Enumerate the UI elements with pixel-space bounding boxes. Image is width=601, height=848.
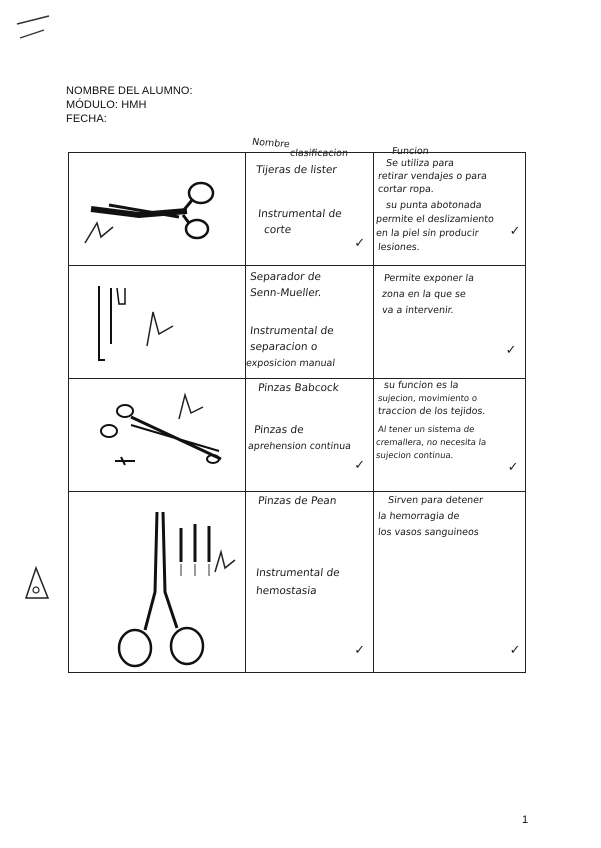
instrument-table <box>68 152 526 673</box>
function-line: cremallera, no necesita la <box>375 438 487 448</box>
function-cell <box>373 379 525 492</box>
function-line: Se utiliza para <box>385 158 455 169</box>
classification-line: Instrumental de <box>255 567 341 579</box>
module-label: MÓDULO: HMH <box>66 99 147 111</box>
function-line: Al tener un sistema de <box>377 425 475 435</box>
function-line: su funcion es la <box>383 380 459 391</box>
function-line: traccion de los tejidos. <box>377 406 486 417</box>
function-line: Permite exponer la <box>383 273 475 284</box>
checkmark-icon: ✓ <box>354 642 366 657</box>
babcock-forceps-icon <box>91 389 241 485</box>
image-cell <box>69 266 246 379</box>
classification-cell <box>246 492 373 673</box>
classification-line: exposicion manual <box>245 358 336 369</box>
function-cell <box>373 153 525 266</box>
function-line: sujecion, movimiento o <box>377 394 478 404</box>
function-line: los vasos sanguineos <box>377 527 480 538</box>
function-line: la hemorragia de <box>377 511 460 522</box>
instrument-name: Pinzas Babcock <box>257 382 340 394</box>
classification-line: aprehension continua <box>247 441 352 452</box>
checkmark-icon: ✓ <box>509 642 521 657</box>
image-cell <box>69 153 246 266</box>
page-number: 1 <box>522 814 529 826</box>
classification-line: Instrumental de <box>257 208 343 220</box>
function-cell <box>373 492 525 673</box>
classification-line: Pinzas de <box>253 424 305 436</box>
function-line: retirar vendajes o para <box>377 171 488 182</box>
function-line: permite el deslizamiento <box>375 214 495 225</box>
checkmark-icon: ✓ <box>509 223 521 238</box>
image-cell <box>69 379 246 492</box>
function-line: Sirven para detener <box>387 495 484 506</box>
table-row <box>69 153 526 266</box>
pean-forceps-icon <box>105 502 245 670</box>
instrument-name: Tijeras de lister <box>255 164 338 176</box>
function-line: lesiones. <box>377 242 421 253</box>
checkmark-icon: ✓ <box>505 342 517 357</box>
column-header-clasificacion: clasificacion <box>289 148 349 159</box>
function-cell <box>373 266 525 379</box>
classification-line: corte <box>263 224 292 236</box>
checkmark-icon: ✓ <box>354 457 366 472</box>
student-name-label: NOMBRE DEL ALUMNO: <box>66 85 193 97</box>
function-line: en la piel sin producir <box>375 228 479 239</box>
scratch-mark <box>14 14 54 44</box>
function-line: zona en la que se <box>381 289 467 300</box>
column-header-funcion: Funcion <box>391 146 430 157</box>
instrument-name: Pinzas de Pean <box>257 495 338 507</box>
function-line: sujecion continua. <box>375 451 454 461</box>
checkmark-icon: ✓ <box>507 459 519 474</box>
classification-line: Instrumental de <box>249 325 335 337</box>
checkmark-icon: ✓ <box>354 235 366 250</box>
table-row <box>69 492 526 673</box>
classification-line: hemostasia <box>255 585 318 597</box>
classification-cell <box>246 379 373 492</box>
function-line: cortar ropa. <box>377 184 435 195</box>
table-row <box>69 266 526 379</box>
function-line: va a intervenir. <box>381 305 454 316</box>
lister-scissors-icon <box>79 171 229 251</box>
date-label: FECHA: <box>66 113 107 125</box>
classification-line: separacion o <box>249 341 319 353</box>
instrument-name: Senn-Mueller. <box>249 287 323 299</box>
column-header-nombre: Nombre <box>251 136 291 151</box>
margin-doodle <box>22 566 52 606</box>
image-cell <box>69 492 246 673</box>
instrument-name: Separador de <box>249 271 322 283</box>
retractor-icon <box>81 274 201 370</box>
classification-cell <box>246 266 373 379</box>
function-line: su punta abotonada <box>385 200 482 211</box>
table-row <box>69 379 526 492</box>
classification-cell <box>246 153 373 266</box>
